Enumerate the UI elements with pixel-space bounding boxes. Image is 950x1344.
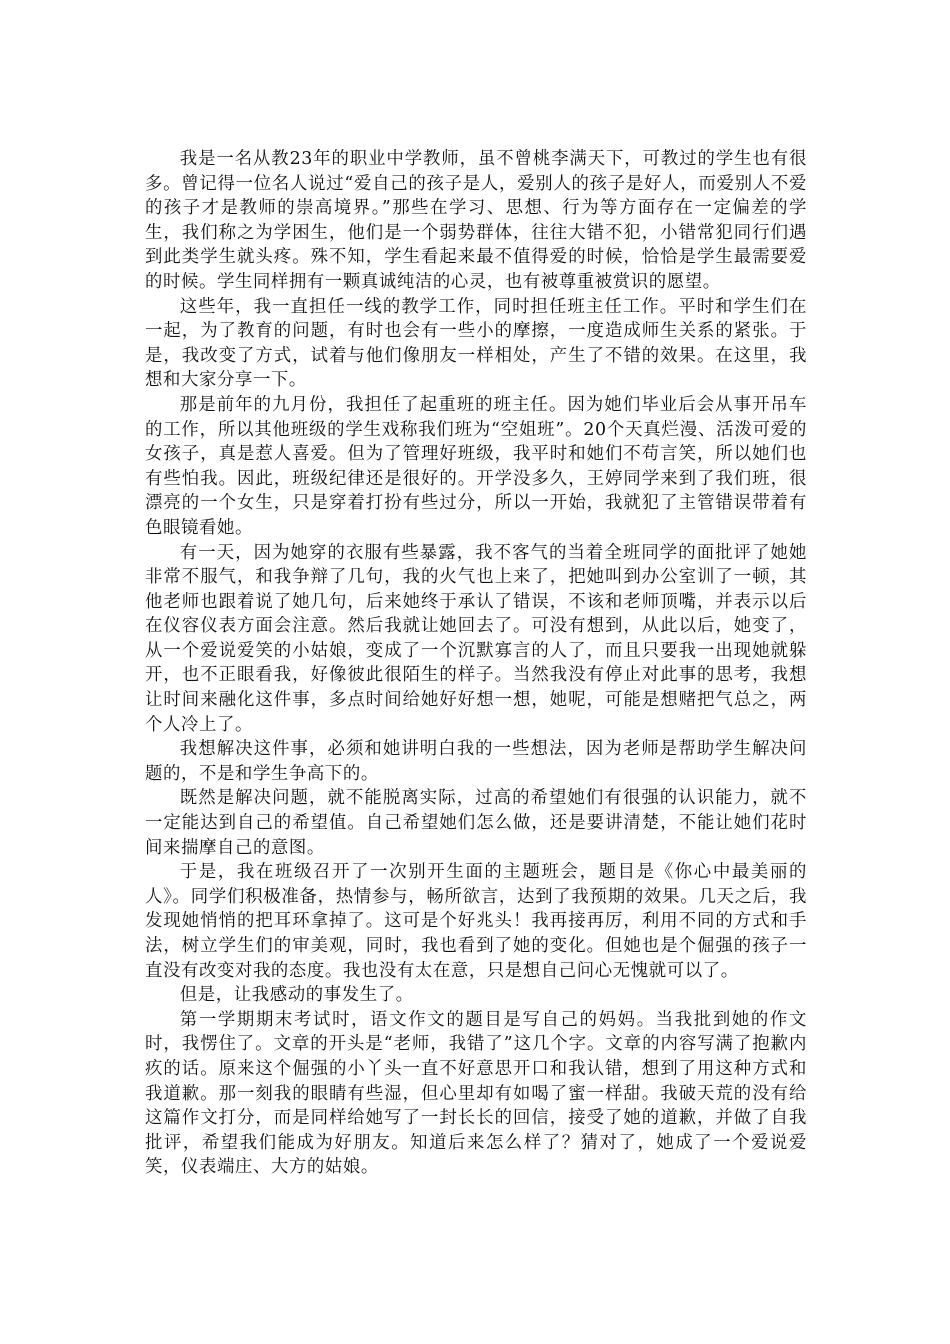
paragraph-4: 有一天，因为她穿的衣服有些暴露，我不客气的当着全班同学的面批评了她她非常不服气，和我争辩了几句，我的火气也上来了，把她叫到办公室训了一顿，其他老师也跟着说了她几句，后来她终于承认了错误，不该和老师顶嘴，并表示以后在仪容仪表方面会注意。然后我就让她回去了。可没有想到，从此以后，她变了，从一个爱说爱笑的小姑娘，变成了一个沉默寡言的人了，而且只要我一出现她就躲开，也不正眼看我，好像彼此很陌生的样子。当然我没有停止对此事的思考，我想让时间来融化这件事，多点时间给她好好想一想，她呢，可能是想赌把气总之，两个人冷上了。	[145, 542, 807, 735]
paragraph-6: 既然是解决问题，就不能脱离实际，过高的希望她们有很强的认识能力，就不一定能达到自己的希望值。自己希望她们怎么做，还是要讲清楚，不能让她们花时间来揣摩自己的意图。	[145, 788, 807, 858]
paragraph-3: 那是前年的九月份，我担任了起重班的班主任。因为她们毕业后会从事开吊车的工作，所以其他班级的学生戏称我们班为“空姐班”。20个天真烂漫、活泼可爱的女孩子，真是惹人喜爱。但为了管理好班级，我平时和她们不苟言笑，所以她们也有些怕我。因此，班级纪律还是很好的。开学没多久，王婷同学来到了我们班，很漂亮的一个女生，只是穿着打扮有些过分，所以一开始，我就犯了主管错误带着有色眼镜看她。	[145, 394, 807, 538]
paragraph-5: 我想解决这件事，必须和她讲明白我的一些想法，因为老师是帮助学生解决问题的，不是和学生争高下的。	[145, 739, 807, 784]
paragraph-9: 第一学期期末考试时，语文作文的题目是写自己的妈妈。当我批到她的作文时，我愣住了。文章的开头是“老师，我错了”这几个字。文章的内容写满了抱歉内疚的话。原来这个倔强的小丫头一直不好意思开口和我认错，想到了用这种方式和我道歉。那一刻我的眼睛有些湿，但心里却有如喝了蜜一样甜。我破天荒的没有给这篇作文打分，而是同样给她写了一封长长的回信，接受了她的道歉，并做了自我批评，希望我们能成为好朋友。知道后来怎么样了？猜对了，她成了一个爱说爱笑，仪表端庄、大方的姑娘。	[145, 1009, 807, 1178]
paragraph-1: 我是一名从教23年的职业中学教师，虽不曾桃李满天下，可教过的学生也有很多。曾记得一位名人说过“爱自己的孩子是人，爱别人的孩子是好人，而爱别人不爱的孩子才是教师的崇高境界。”那些在学习、思想、行为等方面存在一定偏差的学生，我们称之为学困生，他们是一个弱势群体，往往大错不犯，小错常犯同行们遇到此类学生就头疼。殊不知，学生看起来最不值得爱的时候，恰恰是学生最需要爱的时候。学生同样拥有一颗真诚纯洁的心灵，也有被尊重被赏识的愿望。	[145, 149, 807, 292]
paragraph-7: 于是，我在班级召开了一次别开生面的主题班会，题目是《你心中最美丽的人》。同学们积极准备，热情参与，畅所欲言，达到了我预期的效果。几天之后，我发现她悄悄的把耳环拿掉了。这可是个好兆头！我再接再厉，利用不同的方式和手法，树立学生们的审美观，同时，我也看到了她的变化。但她也是个倔强的孩子一直没有改变对我的态度。我也没有太在意，只是想自己问心无愧就可以了。	[145, 862, 807, 981]
paragraph-8: 但是，让我感动的事发生了。	[179, 985, 414, 1006]
article-body	[145, 147, 807, 1180]
paragraph-2: 这些年，我一直担任一线的教学工作，同时担任班主任工作。平时和学生们在一起，为了教育的问题，有时也会有一些小的摩擦，一度造成师生关系的紧张。于是，我改变了方式，试着与他们像朋友一样相处，产生了不错的效果。在这里，我想和大家分享一下。	[145, 296, 807, 391]
